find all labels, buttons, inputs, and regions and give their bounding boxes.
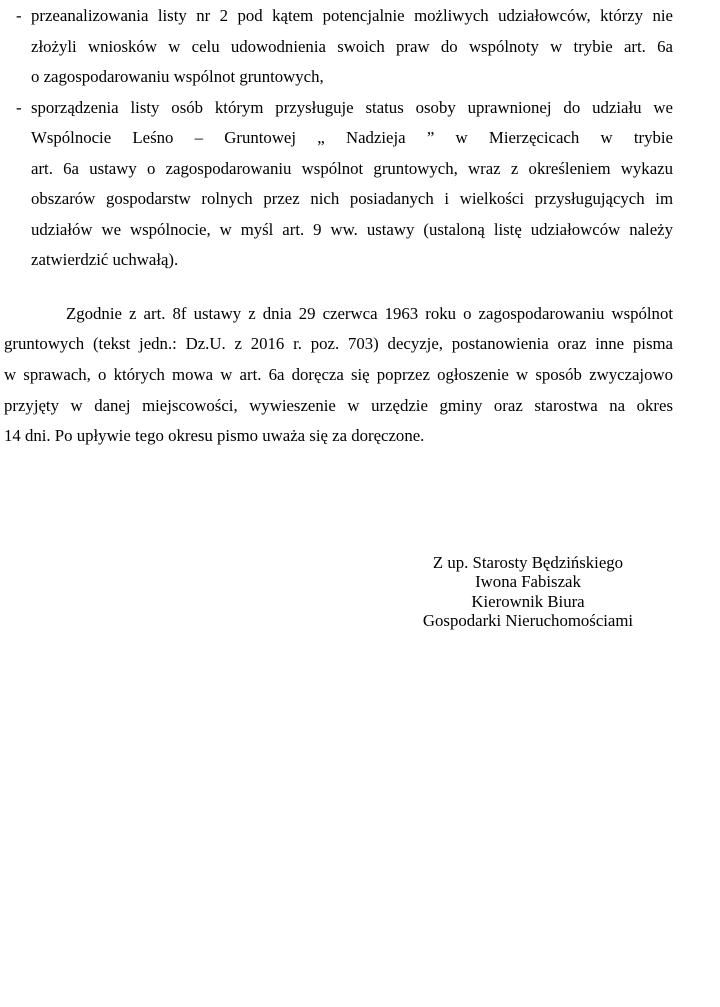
text-line: 14 dni. Po upływie tego okresu pismo uważa się za doręczone. bbox=[4, 426, 425, 446]
signature-line: Kierownik Biura bbox=[471, 591, 585, 611]
bullet-dash: - bbox=[16, 97, 22, 117]
text-line: w sprawach, o których mowa w art. 6a doręcza się poprzez ogłoszenie w sposób zwyczajowo bbox=[4, 365, 673, 385]
text-line: gruntowych (tekst jedn.: Dz.U. z 2016 r. poz. 703) decyzje, postanowienia oraz inne pisma bbox=[4, 334, 673, 354]
text-line: o zagospodarowaniu wspólnot gruntowych, bbox=[31, 67, 324, 87]
signature-line: Iwona Fabiszak bbox=[475, 572, 581, 592]
text-line: udziałów we wspólnocie, w myśl art. 9 ww. ustawy (ustaloną listę udziałowców należy bbox=[31, 219, 673, 239]
text-line: Wspólnocie Leśno – Gruntowej „ Nadzieja ” w Mierzęcicach w trybie bbox=[31, 128, 673, 148]
text-line: art. 6a ustawy o zagospodarowaniu wspólnot gruntowych, wraz z określeniem wykazu bbox=[31, 158, 673, 178]
bullet-item-2 bbox=[4, 93, 673, 276]
text-line: przeanalizowania listy nr 2 pod kątem potencjalnie możliwych udziałowców, którzy nie bbox=[31, 6, 673, 25]
signature-block bbox=[368, 553, 688, 630]
signature-line: Z up. Starosty Będzińskiego bbox=[432, 553, 624, 572]
text-line: obszarów gospodarstw rolnych przez nich posiadanych i wielkości przysługujących im bbox=[31, 189, 673, 209]
bullet-list bbox=[4, 1, 673, 276]
body-paragraph bbox=[4, 299, 673, 452]
text-line: zatwierdzić uchwałą). bbox=[31, 250, 179, 270]
signature-line: Gospodarki Nieruchomościami bbox=[422, 610, 634, 630]
bullet-dash: - bbox=[16, 6, 22, 25]
text-line: złożyli wniosków w celu udowodnienia swoich praw do wspólnoty w trybie art. 6a bbox=[31, 36, 673, 56]
text-line: Zgodnie z art. 8f ustawy z dnia 29 czerwca 1963 roku o zagospodarowaniu wspólnot bbox=[66, 303, 673, 323]
text-line: przyjęty w danej miejscowości, wywieszenie w urzędzie gminy oraz starostwa na okres bbox=[4, 395, 673, 415]
bullet-item-1 bbox=[4, 1, 673, 93]
text-line: sporządzenia listy osób którym przysługuje status osoby uprawnionej do udziału we bbox=[31, 97, 673, 117]
